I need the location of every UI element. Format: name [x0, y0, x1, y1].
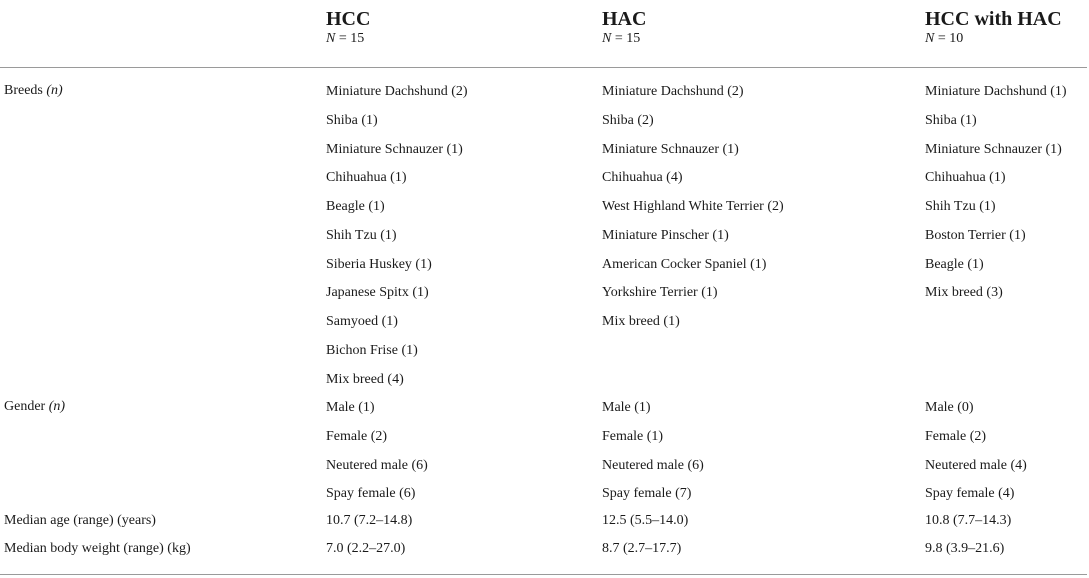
row-label-median-age: Median age (range) (years)	[4, 513, 156, 528]
list-item: Miniature Pinscher (1)	[602, 227, 729, 243]
list-item: Chihuahua (4)	[602, 170, 683, 186]
list-item: American Cocker Spaniel (1)	[602, 256, 767, 272]
table-bottom-rule	[0, 574, 1087, 575]
median-weight-hcc: 7.0 (2.2–27.0)	[326, 541, 406, 556]
list-item: Siberia Huskey (1)	[326, 256, 432, 272]
n-value: = 15	[614, 31, 641, 46]
list-item: Male (0)	[925, 400, 974, 415]
list-item: Female (1)	[602, 428, 664, 444]
row-label-text: Breeds	[4, 83, 43, 98]
breeds-list-hcc	[326, 83, 468, 399]
list-item: Shiba (2)	[602, 112, 654, 128]
median-age-hac: 12.5 (5.5–14.0)	[602, 513, 689, 528]
list-item: Miniature Schnauzer (1)	[326, 141, 463, 157]
list-item: Shiba (1)	[925, 112, 977, 128]
list-item: Miniature Dachshund (2)	[326, 84, 468, 99]
median-weight-hac: 8.7 (2.7–17.7)	[602, 541, 682, 556]
n-symbol: N	[602, 31, 612, 46]
list-item: Shiba (1)	[326, 112, 378, 128]
list-item: Japanese Spitx (1)	[326, 285, 429, 301]
list-item: Miniature Dachshund (2)	[602, 84, 744, 99]
n-value: = 15	[338, 31, 365, 46]
list-item: Bichon Frise (1)	[326, 342, 418, 358]
column-title: HAC	[602, 8, 647, 30]
list-item: West Highland White Terrier (2)	[602, 199, 784, 214]
list-item: Female (2)	[925, 428, 987, 444]
gender-list-hac	[602, 399, 704, 514]
n-symbol: N	[925, 31, 935, 46]
list-item: Miniature Schnauzer (1)	[602, 141, 739, 157]
list-item: Mix breed (3)	[925, 285, 1003, 301]
list-item: Beagle (1)	[925, 256, 984, 272]
column-title: HCC	[326, 8, 371, 30]
column-sample-size	[326, 31, 364, 47]
column-sample-size	[925, 31, 963, 47]
list-item: Mix breed (4)	[326, 371, 404, 387]
n-value: = 10	[937, 31, 964, 46]
header-divider	[0, 67, 1087, 68]
row-label-breeds	[4, 83, 63, 99]
list-item: Male (1)	[326, 400, 375, 415]
list-item: Spay female (4)	[925, 486, 1015, 502]
row-label-median-weight: Median body weight (range) (kg)	[4, 541, 191, 556]
row-label-text: Gender	[4, 399, 46, 414]
gender-list-hcc-with-hac	[925, 399, 1027, 514]
list-item: Male (1)	[602, 400, 651, 415]
n-symbol: N	[326, 31, 336, 46]
row-label-gender	[4, 399, 65, 415]
list-item: Shih Tzu (1)	[925, 199, 996, 214]
gender-list-hcc	[326, 399, 428, 514]
list-item: Neutered male (4)	[925, 457, 1027, 473]
list-item: Chihuahua (1)	[326, 170, 407, 186]
median-age-hcc: 10.7 (7.2–14.8)	[326, 513, 413, 528]
list-item: Miniature Schnauzer (1)	[925, 141, 1062, 157]
median-weight-hcc-with-hac: 9.8 (3.9–21.6)	[925, 541, 1005, 556]
column-title: HCC with HAC	[925, 8, 1062, 30]
list-item: Neutered male (6)	[326, 457, 428, 473]
list-item: Spay female (7)	[602, 486, 692, 502]
list-item: Spay female (6)	[326, 486, 416, 502]
list-item: Boston Terrier (1)	[925, 227, 1026, 243]
breeds-list-hac	[602, 83, 784, 342]
list-item: Beagle (1)	[326, 199, 385, 214]
list-item: Mix breed (1)	[602, 314, 680, 329]
list-item: Samyoed (1)	[326, 314, 398, 329]
list-item: Yorkshire Terrier (1)	[602, 285, 718, 301]
list-item: Neutered male (6)	[602, 457, 704, 473]
list-item: Female (2)	[326, 428, 388, 444]
list-item: Miniature Dachshund (1)	[925, 84, 1067, 99]
column-sample-size	[602, 31, 640, 47]
row-label-unit: (n)	[48, 399, 66, 414]
list-item: Shih Tzu (1)	[326, 227, 397, 243]
list-item: Chihuahua (1)	[925, 170, 1006, 186]
breeds-list-hcc-with-hac	[925, 83, 1067, 313]
row-label-unit: (n)	[46, 83, 63, 98]
median-age-hcc-with-hac: 10.8 (7.7–14.3)	[925, 513, 1012, 528]
